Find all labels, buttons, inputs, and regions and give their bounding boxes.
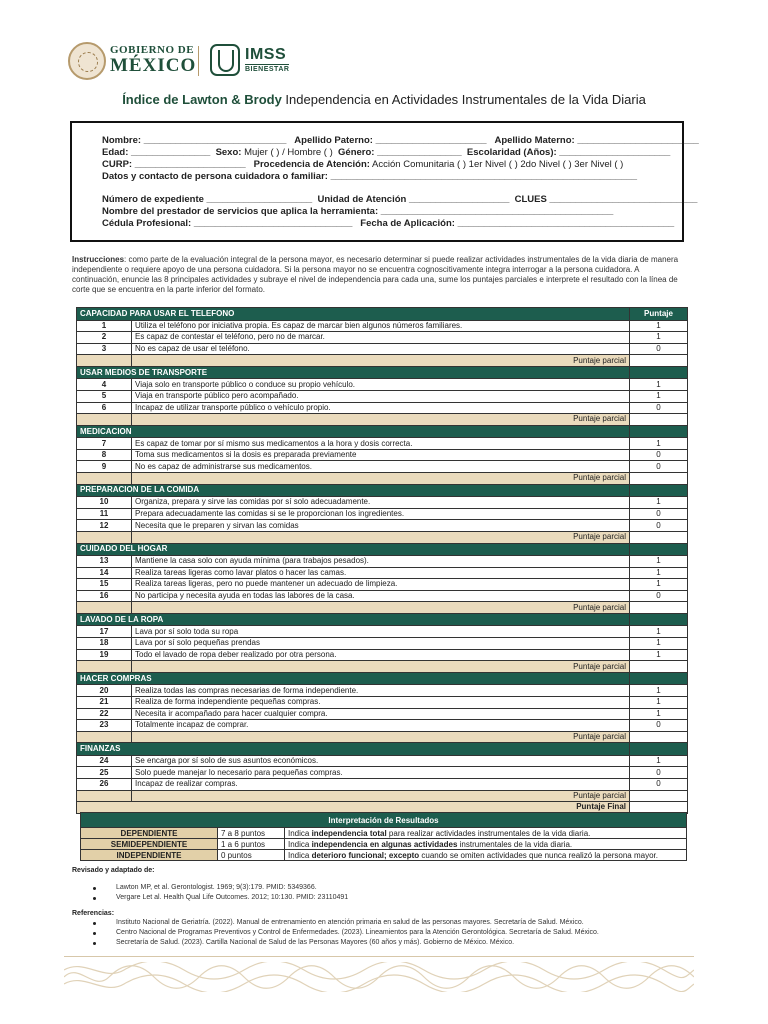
interp-pre: Indica (288, 828, 312, 838)
item-text[interactable]: Mantiene la casa solo con ayuda mínima (para trabajos pesados). (132, 556, 630, 568)
item-number: 16 (77, 590, 132, 602)
item-score: 1 (630, 567, 688, 579)
item-score: 1 (630, 649, 688, 661)
item-text[interactable]: Incapaz de realizar compras. (132, 779, 630, 791)
score-header (630, 425, 688, 438)
section-title: CUIDADO DEL HOGAR (77, 543, 630, 556)
partial-score-row (77, 531, 688, 543)
apellido-materno-field[interactable]: Apellido Materno: _______________________ (494, 135, 699, 146)
apellido-paterno-field[interactable]: Apellido Paterno: _____________________ (294, 135, 487, 146)
item-number: 2 (77, 332, 132, 344)
item-text[interactable]: No es capaz de usar el teléfono. (132, 343, 630, 355)
cuidador-field[interactable]: Datos y contacto de persona cuidadora o familiar: __________________________________________________________ (102, 171, 638, 182)
partial-score-input[interactable] (630, 731, 688, 743)
id-row-7 (102, 218, 674, 229)
item-text[interactable]: Es capaz de tomar por sí mismo sus medicamentos a la hora y dosis correcta. (132, 438, 630, 450)
item-text[interactable]: Toma sus medicamentos si la dosis es preparada previamente (132, 449, 630, 461)
item-score: 1 (630, 626, 688, 638)
interp-pre: Indica (288, 850, 312, 860)
partial-score-row (77, 355, 688, 367)
table-row (77, 755, 688, 767)
partial-score-label: Puntaje parcial (132, 473, 630, 485)
item-number: 19 (77, 649, 132, 661)
item-number: 21 (77, 696, 132, 708)
item-text[interactable]: Incapaz de utilizar transporte público o vehículo propio. (132, 402, 630, 414)
interpretation-table (80, 812, 687, 861)
edad-field[interactable]: Edad: _______________ (102, 147, 211, 158)
table-row (77, 649, 688, 661)
partial-blank (77, 790, 132, 802)
interpretation-row (81, 839, 687, 850)
sexo-label: Sexo: (215, 147, 242, 158)
table-row (77, 708, 688, 720)
fecha-field[interactable]: Fecha de Aplicación: _________________________________________ (360, 218, 675, 229)
section-title: FINANZAS (77, 743, 630, 756)
item-text[interactable]: Viaja en transporte público pero acompañado. (132, 390, 630, 402)
cedula-field[interactable]: Cédula Profesional: ______________________________ (102, 218, 353, 229)
item-score: 1 (630, 696, 688, 708)
table-row (77, 567, 688, 579)
section-header (77, 743, 688, 756)
section-header (77, 484, 688, 497)
partial-score-input[interactable] (630, 602, 688, 614)
id-row-6 (102, 206, 613, 217)
interp-post: cuando se omiten actividades que nunca realizó la persona mayor. (419, 850, 658, 860)
score-header: Puntaje (630, 308, 688, 321)
item-number: 13 (77, 556, 132, 568)
interp-post: instrumentales de la vida diaria. (457, 839, 573, 849)
item-score: 0 (630, 767, 688, 779)
table-row (77, 579, 688, 591)
item-score: 0 (630, 343, 688, 355)
bullet-icon (93, 887, 96, 890)
item-text[interactable]: Solo puede manejar lo necesario para pequeñas compras. (132, 767, 630, 779)
expediente-field[interactable]: Número de expediente ____________________ (102, 194, 313, 205)
partial-score-input[interactable] (630, 790, 688, 802)
score-header (630, 484, 688, 497)
item-number: 24 (77, 755, 132, 767)
table-row (77, 508, 688, 520)
footer-divider (64, 956, 694, 957)
partial-score-input[interactable] (630, 473, 688, 485)
imss-logo-icon (210, 44, 240, 76)
item-text[interactable]: Viaja solo en transporte público o conduce su propio vehículo. (132, 379, 630, 391)
table-row (77, 438, 688, 450)
section-title: MEDICACION (77, 425, 630, 438)
procedencia-options[interactable]: Acción Comunitaria ( ) 1er Nivel ( ) 2do Nivel ( ) 3er Nivel ( ) (369, 159, 624, 170)
item-score: 1 (630, 390, 688, 402)
imss-logo-text (245, 46, 289, 73)
table-row (77, 379, 688, 391)
section-title: LAVADO DE LA ROPA (77, 613, 630, 626)
gobierno-line1: GOBIERNO DE (110, 44, 195, 56)
item-text[interactable]: Realiza todas las compras necesarias de forma independiente. (132, 685, 630, 697)
item-score: 0 (630, 449, 688, 461)
item-number: 20 (77, 685, 132, 697)
table-row (77, 320, 688, 332)
partial-score-label: Puntaje parcial (132, 531, 630, 543)
interp-category: INDEPENDIENTE (81, 850, 218, 861)
score-header (630, 543, 688, 556)
item-score: 0 (630, 779, 688, 791)
item-number: 15 (77, 579, 132, 591)
unidad-field[interactable]: Unidad de Atención ___________________ (317, 194, 510, 205)
item-number: 11 (77, 508, 132, 520)
clues-field[interactable]: CLUES ____________________________ (514, 194, 698, 205)
genero-field[interactable]: Género: ________________ (338, 147, 462, 158)
item-number: 12 (77, 520, 132, 532)
prestador-field[interactable]: Nombre del prestador de servicios que aplica la herramienta: ____________________________________________ (102, 206, 614, 217)
table-row (77, 767, 688, 779)
item-number: 26 (77, 779, 132, 791)
id-row-4 (102, 171, 637, 182)
partial-blank (77, 414, 132, 426)
table-row (77, 497, 688, 509)
item-number: 3 (77, 343, 132, 355)
interp-pre: Indica (288, 839, 312, 849)
bullet-icon (93, 897, 96, 900)
table-row (77, 390, 688, 402)
instructions (72, 255, 686, 295)
interpretation-title: Interpretación de Resultados (81, 813, 687, 828)
partial-score-label: Puntaje parcial (132, 602, 630, 614)
referencia-item: Secretaría de Salud. (2023). Cartilla Nacional de Salud de las Personas Mayores (60 años y más). Gobierno de México. México. (116, 939, 515, 946)
item-number: 1 (77, 320, 132, 332)
table-row (77, 332, 688, 344)
table-row (77, 343, 688, 355)
item-score: 1 (630, 638, 688, 650)
partial-blank (77, 731, 132, 743)
item-number: 17 (77, 626, 132, 638)
item-score: 1 (630, 497, 688, 509)
partial-blank (77, 473, 132, 485)
partial-score-row (77, 731, 688, 743)
table-row (77, 720, 688, 732)
score-header (630, 613, 688, 626)
partial-blank (77, 661, 132, 673)
id-row-3 (102, 159, 623, 170)
interp-description (285, 850, 687, 861)
item-number: 25 (77, 767, 132, 779)
partial-score-label: Puntaje parcial (132, 355, 630, 367)
partial-blank (77, 531, 132, 543)
interpretation-row (81, 828, 687, 839)
revisado-item: Lawton MP, et al. Gerontologist. 1969; 9(3):179. PMID: 5349366. (116, 884, 317, 891)
item-score: 1 (630, 579, 688, 591)
table-row (77, 779, 688, 791)
item-score: 1 (630, 438, 688, 450)
nombre-field[interactable]: Nombre: ___________________________ (102, 135, 287, 146)
section-title: USAR MEDIOS DE TRANSPORTE (77, 366, 630, 379)
mexico-seal-icon (68, 42, 106, 80)
table-row (77, 520, 688, 532)
partial-score-input[interactable] (630, 414, 688, 426)
partial-score-row (77, 414, 688, 426)
page-title (0, 92, 768, 107)
partial-score-input[interactable] (630, 355, 688, 367)
item-score: 1 (630, 332, 688, 344)
item-text[interactable]: Utiliza el teléfono por iniciativa propia. Es capaz de marcar bien algunos números familiares. (132, 320, 630, 332)
interp-range: 0 puntos (218, 850, 285, 861)
header-divider (198, 46, 199, 76)
table-row (77, 461, 688, 473)
item-score: 0 (630, 461, 688, 473)
instructions-text: : como parte de la evaluación integral de la persona mayor, es necesario determinar si puede realizar actividades instrumentales de la vida diaria de manera independiente o requiere apoyo de una persona cuidadora. Si la persona mayor no se encuentra cognoscitivamente integra interrogar a la persona cuidadora. A continuación, enuncie las 8 principales actividades y subraye el nivel de independencia para cada una, sume los puntajes parciales e interprete el resultado con la línea de corte que se encuentra en la parte inferior del formato. (72, 255, 679, 294)
item-score: 1 (630, 755, 688, 767)
table-row (77, 590, 688, 602)
item-number: 22 (77, 708, 132, 720)
partial-score-label: Puntaje parcial (132, 661, 630, 673)
table-row (77, 638, 688, 650)
partial-score-input[interactable] (630, 531, 688, 543)
interp-category: SEMIDEPENDIENTE (81, 839, 218, 850)
section-title: HACER COMPRAS (77, 672, 630, 685)
revisado-item: Vergare Let al. Health Qual Life Outcomes. 2012; 10:130. PMID: 23110491 (116, 894, 349, 901)
partial-score-row (77, 661, 688, 673)
item-score: 1 (630, 708, 688, 720)
referencia-item: Centro Nacional de Programas Preventivos y Control de Enfermedades. (2023). Lineamientos para la Atención Gerontológica. Secretaría de Salud. México. (116, 929, 599, 936)
interp-description (285, 839, 687, 850)
final-score-label: Puntaje Final (77, 802, 630, 814)
bullet-icon (93, 922, 96, 925)
escolaridad-field[interactable]: Escolaridad (Años): _____________________ (466, 147, 671, 158)
section-header (77, 425, 688, 438)
item-text[interactable]: Totalmente incapaz de comprar. (132, 720, 630, 732)
item-text[interactable]: Lava por sí solo pequeñas prendas (132, 638, 630, 650)
item-number: 5 (77, 390, 132, 402)
id-row-5 (102, 194, 697, 205)
section-header (77, 308, 688, 321)
referencias-title: Referencias: (72, 910, 115, 917)
item-text[interactable]: Es capaz de contestar el teléfono, pero no de marcar. (132, 332, 630, 344)
interp-bold: independencia total (311, 828, 387, 838)
item-number: 23 (77, 720, 132, 732)
item-number: 8 (77, 449, 132, 461)
item-score: 1 (630, 320, 688, 332)
procedencia-label: Procedencia de Atención: (253, 159, 370, 170)
section-header (77, 613, 688, 626)
item-score: 1 (630, 556, 688, 568)
interpretation-row (81, 850, 687, 861)
section-header (77, 672, 688, 685)
title-rest: Independencia en Actividades Instrumentales de la Vida Diaria (281, 92, 646, 107)
score-header (630, 672, 688, 685)
interpretation-header (81, 813, 687, 828)
interp-category: DEPENDIENTE (81, 828, 218, 839)
item-number: 7 (77, 438, 132, 450)
score-header (630, 743, 688, 756)
interp-bold: deterioro funcional; excepto (311, 850, 420, 860)
interp-bold: independencia en algunas actividades (311, 839, 458, 849)
id-row-2 (102, 147, 670, 158)
curp-field[interactable]: CURP: _____________________ (102, 159, 246, 170)
interp-description (285, 828, 687, 839)
item-score: 1 (630, 379, 688, 391)
partial-score-label: Puntaje parcial (132, 414, 630, 426)
id-row-1 (102, 135, 699, 146)
partial-blank (77, 355, 132, 367)
section-header (77, 366, 688, 379)
revisado-title: Revisado y adaptado de: (72, 867, 155, 874)
item-score: 0 (630, 520, 688, 532)
table-row (77, 626, 688, 638)
interp-post: para realizar actividades instrumentales de la vida diaria. (386, 828, 591, 838)
item-text[interactable]: Lava por sí solo toda su ropa (132, 626, 630, 638)
partial-blank (77, 602, 132, 614)
footer-pattern-icon (64, 962, 694, 992)
item-text[interactable]: Realiza tareas ligeras como lavar platos o hacer las camas. (132, 567, 630, 579)
item-number: 6 (77, 402, 132, 414)
patient-id-form (70, 121, 699, 242)
table-row (77, 685, 688, 697)
item-number: 4 (77, 379, 132, 391)
item-number: 14 (77, 567, 132, 579)
item-text[interactable]: Todo el lavado de ropa deber realizado por otra persona. (132, 649, 630, 661)
section-title: PREPARACION DE LA COMIDA (77, 484, 630, 497)
item-text[interactable]: No es capaz de administrarse sus medicamentos. (132, 461, 630, 473)
sexo-options[interactable]: Mujer ( ) / Hombre ( ) (241, 147, 333, 158)
item-number: 9 (77, 461, 132, 473)
bullet-icon (93, 932, 96, 935)
imss-line2: BIENESTAR (245, 66, 290, 73)
gobierno-line2: MÉXICO (110, 55, 197, 76)
instructions-label: Instrucciones (72, 255, 125, 264)
item-text[interactable]: No participa y necesita ayuda en todas las labores de la casa. (132, 590, 630, 602)
interp-range: 1 a 6 puntos (218, 839, 285, 850)
partial-score-row (77, 602, 688, 614)
lawton-brody-table (76, 307, 688, 814)
item-score: 0 (630, 508, 688, 520)
interp-range: 7 a 8 puntos (218, 828, 285, 839)
section-header (77, 543, 688, 556)
item-score: 0 (630, 590, 688, 602)
item-text[interactable]: Realiza tareas ligeras, pero no puede mantener un adecuado de limpieza. (132, 579, 630, 591)
item-score: 1 (630, 685, 688, 697)
item-score: 0 (630, 720, 688, 732)
item-number: 18 (77, 638, 132, 650)
imss-line1: IMSS (245, 46, 287, 63)
partial-score-row (77, 473, 688, 485)
item-text[interactable]: Necesita ir acompañado para hacer cualquier compra. (132, 708, 630, 720)
item-number: 10 (77, 497, 132, 509)
item-text[interactable]: Se encarga por sí solo de sus asuntos económicos. (132, 755, 630, 767)
table-row (77, 449, 688, 461)
item-text[interactable]: Realiza de forma independiente pequeñas compras. (132, 696, 630, 708)
section-title: CAPACIDAD PARA USAR EL TELEFONO (77, 308, 630, 321)
partial-score-row (77, 790, 688, 802)
partial-score-label: Puntaje parcial (132, 731, 630, 743)
table-row (77, 556, 688, 568)
title-bold: Índice de Lawton & Brody (122, 92, 282, 107)
gobierno-logo-text (110, 44, 196, 77)
item-text[interactable]: Prepara adecuadamente las comidas si se le proporcionan los ingredientes. (132, 508, 630, 520)
item-score: 0 (630, 402, 688, 414)
item-text[interactable]: Organiza, prepara y sirve las comidas por sí solo adecuadamente. (132, 497, 630, 509)
table-row (77, 696, 688, 708)
partial-score-input[interactable] (630, 661, 688, 673)
partial-score-label: Puntaje parcial (132, 790, 630, 802)
referencia-item: Instituto Nacional de Geriatría. (2022). Manual de entrenamiento en atención primaria en salud de las personas mayores. Secretaría de Salud. México. (116, 919, 584, 926)
score-header (630, 366, 688, 379)
item-text[interactable]: Necesita que le preparen y sirvan las comidas (132, 520, 630, 532)
table-row (77, 402, 688, 414)
bullet-icon (93, 942, 96, 945)
